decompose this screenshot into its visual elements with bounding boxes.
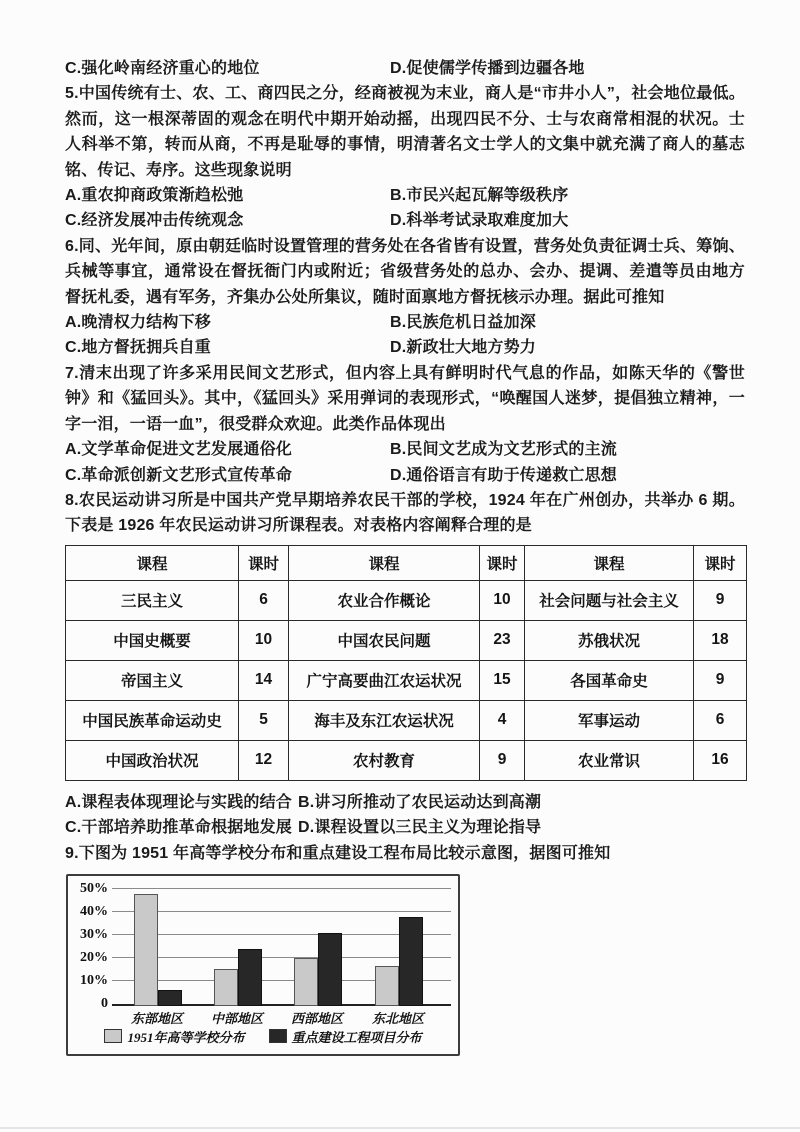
bar-key-project-share — [238, 949, 262, 1006]
course-table-cell: 12 — [239, 740, 289, 780]
category-label: 中部地区 — [210, 1010, 263, 1026]
q8-options-row-2 — [65, 815, 745, 840]
y-axis-tick-label: 0 — [101, 995, 108, 1011]
q8-option-b: B.讲习所推动了农民运动达到高潮 — [298, 793, 542, 811]
q7-option-d: D.通俗语言有助于传递救亡思想 — [390, 466, 618, 484]
q6-option-b: B.民族危机日益加深 — [390, 314, 537, 332]
course-table-cell: 各国革命史 — [525, 660, 694, 700]
bar-key-project-share — [158, 990, 182, 1006]
course-table-cell: 6 — [239, 580, 289, 620]
course-table-cell: 中国史概要 — [66, 620, 239, 660]
course-table-cell: 社会问题与社会主义 — [525, 580, 694, 620]
course-table-header-cell: 课时 — [694, 545, 747, 580]
course-table-cell: 14 — [239, 660, 289, 700]
course-table — [65, 545, 747, 781]
y-axis-tick-label: 30% — [80, 926, 108, 942]
q6-options-row-1 — [65, 310, 745, 335]
course-table-cell: 4 — [480, 700, 525, 740]
q8-stem: 8.农民运动讲习所是中国共产党早期培养农民干部的学校，1924 年在广州创办，共举办 6 期。下表是 1926 年农民运动讲习所课程表。对表格内容阐释合理的是 — [65, 491, 745, 535]
course-table-cell: 海丰及东江农运状况 — [289, 700, 480, 740]
q8-option-a: A.课程表体现理论与实践的结合 — [65, 793, 293, 811]
course-table-cell: 6 — [694, 700, 747, 740]
q6-option-c: C.地方督抚拥兵自重 — [65, 339, 212, 357]
q5-option-a: A.重农抑商政策渐趋松弛 — [65, 187, 244, 205]
bar-school-share — [294, 958, 318, 1006]
q8-options-row-1 — [65, 790, 745, 815]
bar-key-project-share — [318, 933, 342, 1006]
course-table-cell: 9 — [694, 580, 747, 620]
category-label: 东部地区 — [130, 1010, 183, 1026]
q4-option-d: D.促使儒学传播到边疆各地 — [390, 60, 585, 77]
bar-school-share — [214, 969, 238, 1006]
course-table-cell: 农业常识 — [525, 740, 694, 780]
y-axis-tick-label: 50% — [80, 880, 108, 896]
y-axis-tick-label: 10% — [80, 972, 108, 988]
legend-item-projects — [269, 1027, 422, 1046]
q4-option-c: C.强化岭南经济重心的地位 — [65, 60, 260, 77]
course-table-cell: 15 — [480, 660, 525, 700]
q6-stem: 6.同、光年间，原由朝廷临时设置管理的营务处在各省皆有设置，营务处负责征调士兵、筹饷、兵械等事宜，通常设在督抚衙门内或附近；省级营务处的总办、会办、提调、差遣等员由地方督抚札委，遇有军务，齐集办公处所集议，随时面禀地方督抚核示办理。据此可推知 — [65, 237, 745, 306]
course-table-cell: 农业合作概论 — [289, 580, 480, 620]
course-table-cell: 军事运动 — [525, 700, 694, 740]
chart-gridline — [112, 888, 451, 889]
q7-options-row-1 — [65, 437, 745, 462]
course-table-cell: 16 — [694, 740, 747, 780]
course-table-cell: 10 — [480, 580, 525, 620]
q5-option-d: D.科举考试录取难度加大 — [390, 212, 569, 230]
course-table-header-cell: 课时 — [239, 545, 289, 580]
course-table-cell: 5 — [239, 700, 289, 740]
q7-option-a: A.文学革命促进文艺发展通俗化 — [65, 441, 293, 459]
y-axis-tick-label: 20% — [80, 949, 108, 965]
q7-option-b: B.民间文艺成为文艺形式的主流 — [390, 441, 618, 459]
q5-option-b: B.市民兴起瓦解等级秩序 — [390, 187, 569, 205]
chart-legend — [68, 1027, 458, 1046]
course-table-cell: 中国民族革命运动史 — [66, 700, 239, 740]
bar-key-project-share — [399, 917, 423, 1006]
legend-swatch-schools-icon — [104, 1029, 122, 1043]
chart-gridline — [112, 911, 451, 912]
course-table-header-cell: 课程 — [289, 545, 480, 580]
course-table-row — [66, 660, 747, 700]
course-table-cell: 9 — [480, 740, 525, 780]
course-table-head — [66, 545, 747, 580]
q6-option-a: A.晚清权力结构下移 — [65, 314, 212, 332]
legend-item-schools — [104, 1027, 244, 1046]
course-table-cell: 三民主义 — [66, 580, 239, 620]
exam-content — [65, 56, 745, 1056]
course-table-body — [66, 580, 747, 780]
course-table-row — [66, 580, 747, 620]
course-table-cell: 农村教育 — [289, 740, 480, 780]
course-table-cell: 10 — [239, 620, 289, 660]
scan-edge-artifact — [0, 1127, 800, 1129]
q9-stem: 9.下图为 1951 年高等学校分布和重点建设工程布局比较示意图，据图可推知 — [65, 844, 611, 862]
bar-chart — [66, 874, 460, 1056]
course-table-header-cell: 课程 — [66, 545, 239, 580]
q5-options-row-1 — [65, 183, 745, 208]
category-label: 西部地区 — [290, 1010, 343, 1026]
q8-option-c: C.干部培养助推革命根据地发展 — [65, 819, 293, 837]
q8-option-d: D.课程设置以三民主义为理论指导 — [298, 819, 542, 837]
bar-school-share — [134, 894, 158, 1006]
q7-options-row-2 — [65, 463, 745, 488]
course-table-cell: 广宁高要曲江农运状况 — [289, 660, 480, 700]
bar-school-share — [375, 966, 399, 1006]
legend-label-schools: 1951年高等学校分布 — [127, 1029, 245, 1045]
y-axis-tick-label: 40% — [80, 903, 108, 919]
course-table-cell: 18 — [694, 620, 747, 660]
category-label: 东北地区 — [371, 1010, 424, 1026]
q6-option-d: D.新政壮大地方势力 — [390, 339, 537, 357]
q5-options-row-2 — [65, 208, 745, 233]
course-table-cell: 23 — [480, 620, 525, 660]
q6-options-row-2 — [65, 335, 745, 360]
q4-options-row — [65, 56, 745, 81]
course-table-cell: 9 — [694, 660, 747, 700]
course-table-row — [66, 620, 747, 660]
course-table-row — [66, 740, 747, 780]
course-table-header-cell: 课程 — [525, 545, 694, 580]
legend-label-projects: 重点建设工程项目分布 — [291, 1029, 422, 1045]
q7-option-c: C.革命派创新文艺形式宣传革命 — [65, 466, 293, 484]
legend-swatch-projects-icon — [269, 1029, 287, 1043]
q5-option-c: C.经济发展冲击传统观念 — [65, 212, 244, 230]
course-table-cell: 苏俄状况 — [525, 620, 694, 660]
q7-stem: 7.清末出现了许多采用民间文艺形式，但内容上具有鲜明时代气息的作品，如陈天华的《警世钟》和《猛回头》。其中，《猛回头》采用弹词的表现形式，“唤醒国人迷梦，提倡独立精神，一字一泪，一语一血”，很受群众欢迎。此类作品体现出 — [65, 364, 745, 433]
q5-stem: 5.中国传统有士、农、工、商四民之分，经商被视为末业，商人是“市井小人”，社会地位最低。然而，这一根深蒂固的观念在明代中期开始动摇，出现四民不分、士与农商常相混的状况。士人科举不第，转而从商，不再是耻辱的事情，明清著名文士学人的文集中就充满了商人的墓志铭、传记、寿序。这些现象说明 — [65, 85, 745, 179]
course-table-row — [66, 700, 747, 740]
course-table-header-cell: 课时 — [480, 545, 525, 580]
course-table-cell: 中国政治状况 — [66, 740, 239, 780]
course-table-cell: 帝国主义 — [66, 660, 239, 700]
course-table-cell: 中国农民问题 — [289, 620, 480, 660]
